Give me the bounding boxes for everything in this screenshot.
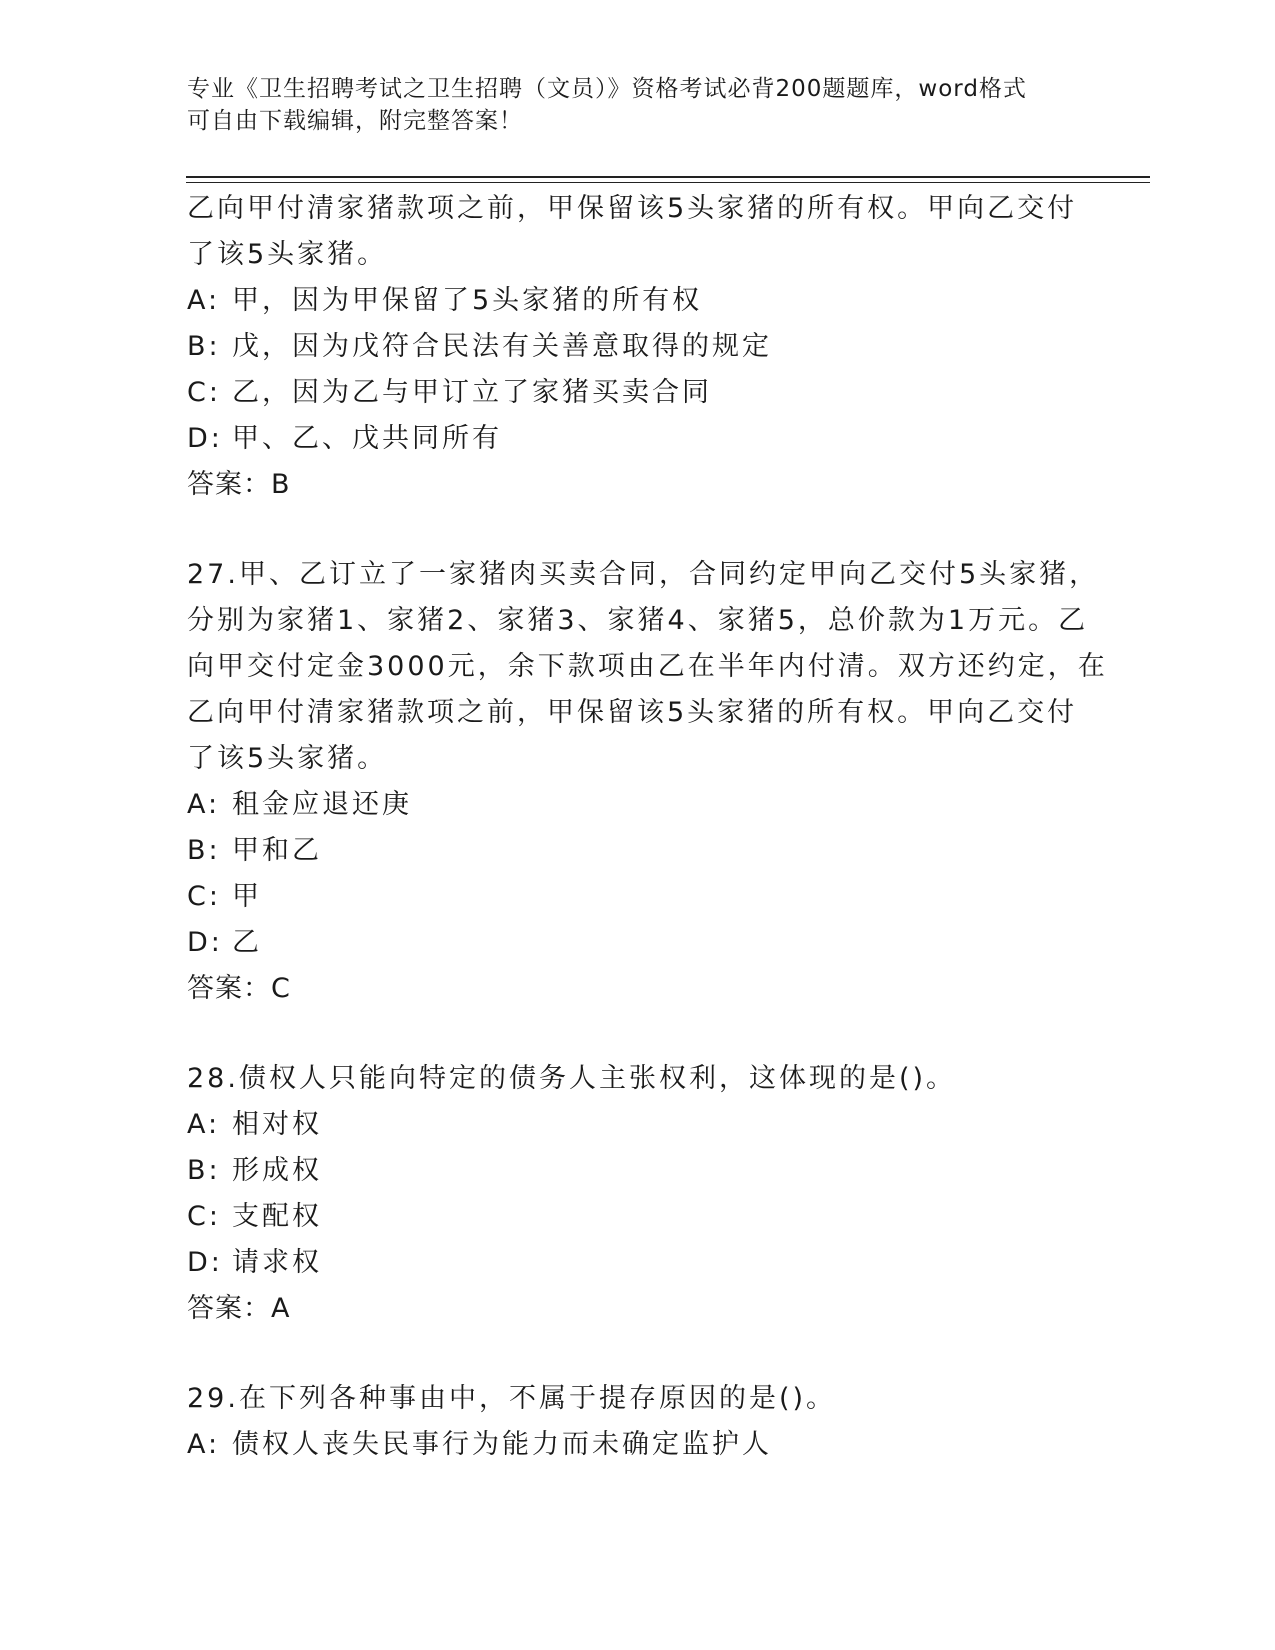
option-text: 甲和乙 — [232, 835, 322, 866]
question-28 — [187, 1056, 1077, 1332]
question-text-line: 29.在下列各种事由中，不属于提存原因的是()。 — [187, 1383, 837, 1414]
option-key: A: — [187, 285, 221, 316]
option-key: A: — [187, 1429, 221, 1460]
option-text: 租金应退还庚 — [232, 789, 412, 820]
option-text: 支配权 — [232, 1201, 322, 1232]
option-text: 戊，因为戊符合民法有关善意取得的规定 — [232, 331, 772, 362]
document-body — [187, 186, 1108, 1468]
option-c — [187, 1194, 1077, 1240]
question-text-line: 了该5头家猪。 — [187, 239, 388, 270]
option-text: 甲，因为甲保留了5头家猪的所有权 — [232, 285, 703, 316]
option-c — [187, 370, 1077, 416]
question-text-line: 分别为家猪1、家猪2、家猪3、家猪4、家猪5，总价款为1万元。乙 — [187, 605, 1089, 636]
option-text: 乙，因为乙与甲订立了家猪买卖合同 — [232, 377, 712, 408]
option-b — [187, 1148, 1077, 1194]
option-key: A: — [187, 789, 221, 820]
option-text: 形成权 — [232, 1155, 322, 1186]
answer-line: 答案：A — [187, 1293, 291, 1324]
question-text-line: 向甲交付定金3000元，余下款项由乙在半年内付清。双方还约定，在 — [187, 651, 1108, 682]
option-text: 债权人丧失民事行为能力而未确定监护人 — [232, 1429, 772, 1460]
spacer — [187, 1332, 1077, 1376]
option-text: 甲、乙、戊共同所有 — [232, 423, 502, 454]
option-key: A: — [187, 1109, 221, 1140]
question-29 — [187, 1376, 1077, 1468]
spacer — [187, 1012, 1077, 1056]
option-b — [187, 828, 1077, 874]
option-key: D: — [187, 1247, 223, 1278]
question-27 — [187, 552, 1108, 1012]
option-a — [187, 782, 1077, 828]
option-text: 乙 — [232, 927, 262, 958]
option-key: B: — [187, 331, 221, 362]
answer-line: 答案：C — [187, 973, 291, 1004]
option-c — [187, 874, 1077, 920]
option-key: D: — [187, 927, 223, 958]
question-continued — [187, 186, 1077, 508]
option-key: C: — [187, 881, 221, 912]
option-d — [187, 416, 1077, 462]
option-key: D: — [187, 423, 223, 454]
option-key: B: — [187, 1155, 221, 1186]
option-text: 相对权 — [232, 1109, 322, 1140]
header-divider-thick — [186, 176, 1150, 178]
question-text-line: 乙向甲付清家猪款项之前，甲保留该5头家猪的所有权。甲向乙交付 — [187, 193, 1078, 224]
answer-line: 答案：B — [187, 469, 291, 500]
option-a — [187, 1102, 1077, 1148]
question-text-line: 乙向甲付清家猪款项之前，甲保留该5头家猪的所有权。甲向乙交付 — [187, 697, 1078, 728]
option-b — [187, 324, 1077, 370]
question-text-line: 28.债权人只能向特定的债务人主张权利，这体现的是()。 — [187, 1063, 957, 1094]
question-text-line: 27.甲、乙订立了一家猪肉买卖合同，合同约定甲向乙交付5头家猪， — [187, 559, 1100, 590]
header-line-2: 可自由下载编辑，附完整答案！ — [187, 108, 523, 134]
option-text: 甲 — [232, 881, 262, 912]
option-key: C: — [187, 1201, 221, 1232]
question-text-line: 了该5头家猪。 — [187, 743, 388, 774]
document-header — [187, 73, 1067, 137]
option-d — [187, 1240, 1077, 1286]
header-line-1: 专业《卫生招聘考试之卫生招聘（文员）》资格考试必背200题题库，word格式 — [187, 76, 1027, 102]
option-text: 请求权 — [232, 1247, 322, 1278]
option-key: B: — [187, 835, 221, 866]
option-a — [187, 278, 1077, 324]
spacer — [187, 508, 1077, 552]
option-a — [187, 1422, 1077, 1468]
header-divider-thin — [186, 182, 1150, 183]
option-key: C: — [187, 377, 221, 408]
option-d — [187, 920, 1077, 966]
